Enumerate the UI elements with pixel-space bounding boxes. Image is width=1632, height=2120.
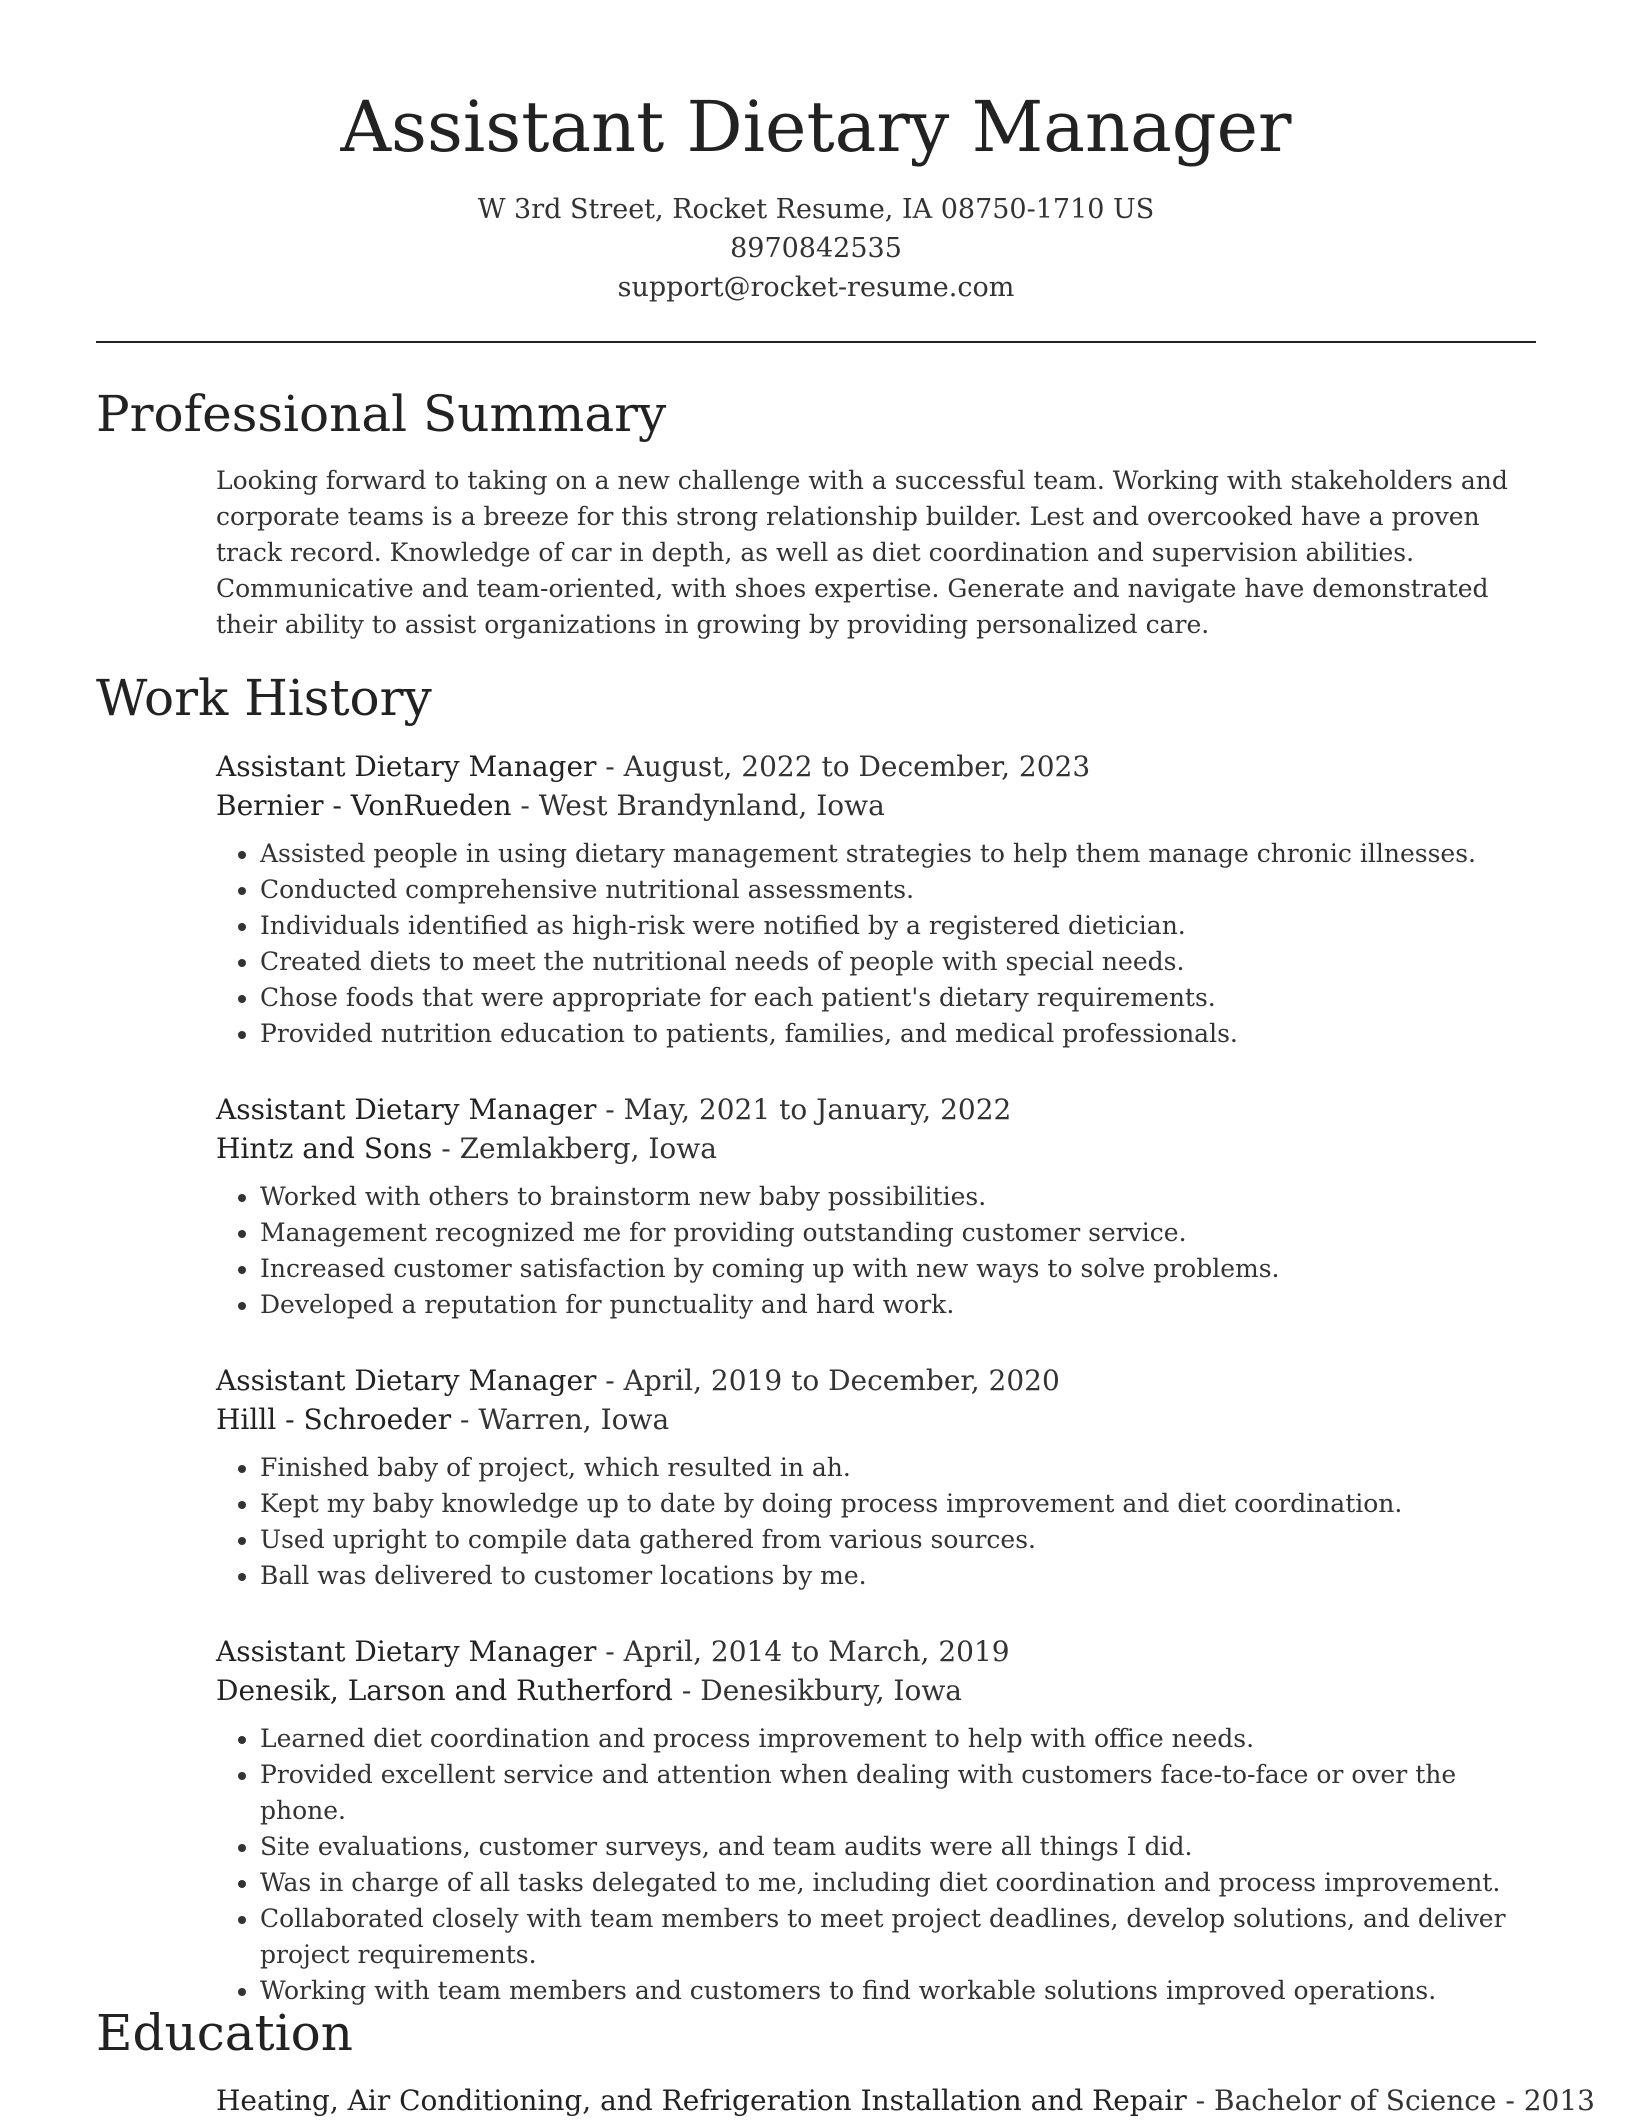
job-bullet: • Finished baby of project, which resulted in ah. — [260, 1450, 1536, 1486]
job-company: Bernier - VonRueden — [216, 789, 512, 822]
contact-email: support@rocket-resume.com — [617, 272, 1015, 303]
job-bullet: • Site evaluations, customer surveys, and team audits were all things I did. — [260, 1829, 1536, 1865]
education-detail: - Bachelor of Science - 2013 — [1186, 2084, 1595, 2117]
job-entry — [216, 1361, 1536, 1594]
job-bullet: • Was in charge of all tasks delegated to me, including diet coordination and process improvement. — [260, 1865, 1536, 1901]
job-location: - West Brandynland, Iowa — [511, 789, 885, 822]
job-bullet: • Assisted people in using dietary management strategies to help them manage chronic illnesses. — [260, 836, 1536, 872]
job-entry — [216, 747, 1536, 1052]
job-dates: - April, 2014 to March, 2019 — [596, 1635, 1010, 1668]
job-bullet: • Chose foods that were appropriate for each patient's dietary requirements. — [260, 980, 1536, 1016]
contact-address: W 3rd Street, Rocket Resume, IA 08750-1710 US — [477, 194, 1155, 225]
resume-name: Assistant Dietary Manager — [340, 86, 1292, 168]
summary-text: Looking forward to taking on a new challenge with a successful team. Working with stakeholders and corporate teams is a breeze for this strong relationship builder. Lest and overcooked have a proven track record. Knowledge of car in depth, as well as diet coordination and supervision abilities. Communicative and team-oriented, with shoes expertise. Generate and navigate have demonstrated their ability to assist organizations in growing by providing personalized care. — [216, 466, 1508, 639]
job-company-line — [216, 786, 1536, 825]
job-bullet: • Created diets to meet the nutritional needs of people with special needs. — [260, 944, 1536, 980]
job-company: Denesik, Larson and Rutherford — [216, 1674, 673, 1707]
job-bullet: • Learned diet coordination and process improvement to help with office needs. — [260, 1721, 1536, 1757]
job-company-line — [216, 1400, 1536, 1439]
job-bullet: • Individuals identified as high-risk were notified by a registered dietician. — [260, 908, 1536, 944]
education-field: Heating, Air Conditioning, and Refrigeration Installation and Repair — [216, 2084, 1187, 2117]
job-title-line — [216, 747, 1536, 786]
header-divider — [96, 341, 1536, 343]
job-bullet: • Provided excellent service and attention when dealing with customers face-to-face or over the phone. — [260, 1757, 1536, 1829]
job-bullet: • Collaborated closely with team members to meet project deadlines, develop solutions, and deliver project requirements. — [260, 1901, 1536, 1973]
job-title-line — [216, 1090, 1536, 1129]
job-company: Hilll - Schroeder — [216, 1403, 452, 1436]
job-location: - Warren, Iowa — [451, 1403, 670, 1436]
job-entry — [216, 1632, 1536, 2009]
section-title-summary: Professional Summary — [96, 385, 667, 443]
job-role: Assistant Dietary Manager — [216, 1635, 597, 1668]
job-company-line — [216, 1129, 1536, 1168]
job-location: - Zemlakberg, Iowa — [432, 1132, 717, 1165]
job-bullets — [216, 1721, 1536, 2009]
job-bullet: • Kept my baby knowledge up to date by doing process improvement and diet coordination. — [260, 1486, 1536, 1522]
education-entry — [216, 2081, 1595, 2120]
job-dates: - April, 2019 to December, 2020 — [596, 1364, 1060, 1397]
job-entry — [216, 1090, 1536, 1323]
job-bullet: • Provided nutrition education to patients, families, and medical professionals. — [260, 1016, 1536, 1052]
contact-phone: 8970842535 — [730, 233, 902, 264]
job-bullet: • Conducted comprehensive nutritional assessments. — [260, 872, 1536, 908]
job-company: Hintz and Sons — [216, 1132, 433, 1165]
job-bullet: • Worked with others to brainstorm new baby possibilities. — [260, 1179, 1536, 1215]
section-title-work-history: Work History — [96, 669, 432, 727]
job-bullet: • Working with team members and customers to find workable solutions improved operations. — [260, 1973, 1536, 2009]
job-role: Assistant Dietary Manager — [216, 1364, 597, 1397]
job-bullet: • Developed a reputation for punctuality and hard work. — [260, 1287, 1536, 1323]
job-bullets — [216, 1450, 1536, 1594]
job-role: Assistant Dietary Manager — [216, 750, 597, 783]
job-dates: - May, 2021 to January, 2022 — [596, 1093, 1012, 1126]
job-bullet: • Increased customer satisfaction by coming up with new ways to solve problems. — [260, 1251, 1536, 1287]
job-bullet: • Management recognized me for providing outstanding customer service. — [260, 1215, 1536, 1251]
job-bullet: • Used upright to compile data gathered from various sources. — [260, 1522, 1536, 1558]
job-bullet: • Ball was delivered to customer locations by me. — [260, 1558, 1536, 1594]
job-bullets — [216, 836, 1536, 1052]
job-bullets — [216, 1179, 1536, 1323]
job-title-line — [216, 1361, 1536, 1400]
job-location: - Denesikbury, Iowa — [672, 1674, 962, 1707]
job-dates: - August, 2022 to December, 2023 — [596, 750, 1091, 783]
section-title-education: Education — [96, 2004, 353, 2062]
job-title-line — [216, 1632, 1536, 1671]
job-company-line — [216, 1671, 1536, 1710]
job-role: Assistant Dietary Manager — [216, 1093, 597, 1126]
